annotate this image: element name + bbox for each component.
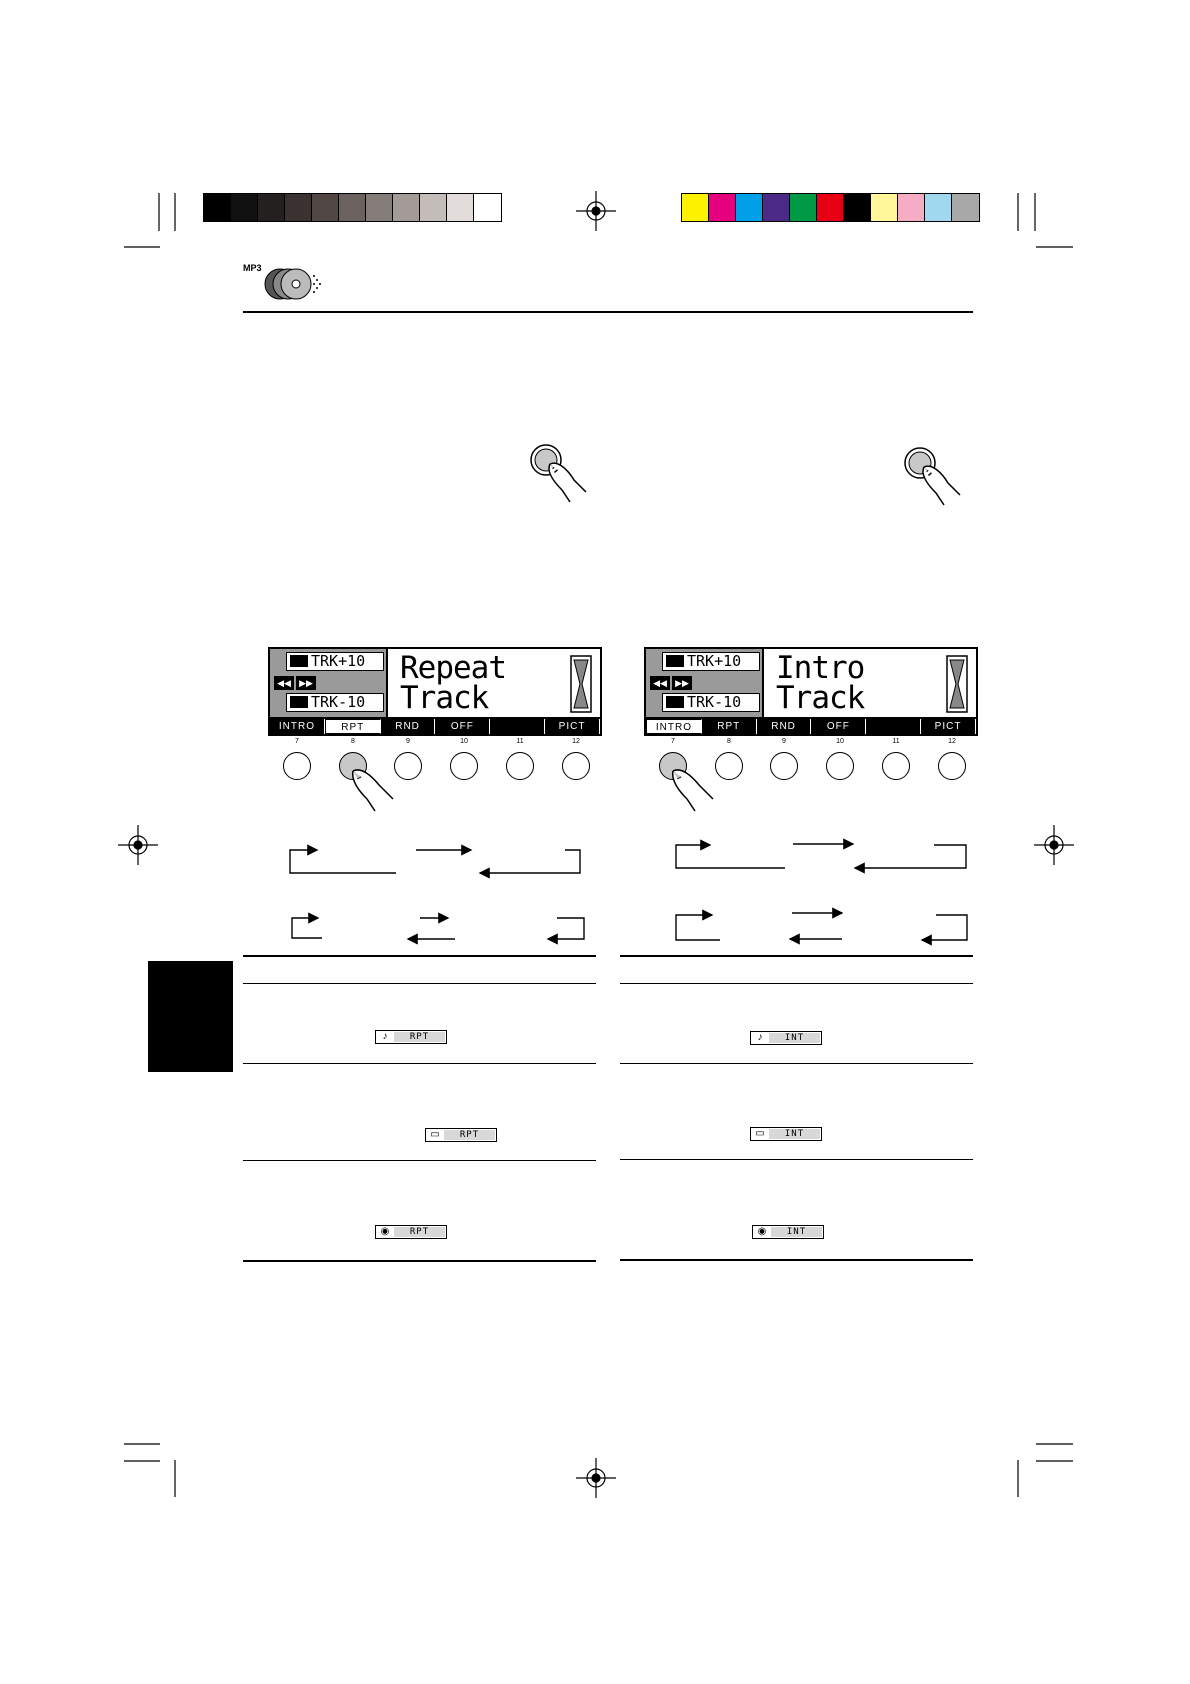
note-icon: ♪ bbox=[757, 1032, 763, 1043]
softkey-label: PICT bbox=[545, 719, 600, 734]
preset-number: 8 bbox=[727, 738, 731, 745]
repeat-folder-indicator: ▭ RPT bbox=[425, 1128, 497, 1142]
preset-number: 9 bbox=[782, 738, 786, 745]
softkey-label: OFF bbox=[811, 719, 866, 734]
table-rule bbox=[620, 955, 973, 957]
softkey-label: RND bbox=[381, 719, 436, 734]
fast-forward-icon: ▶▶ bbox=[672, 676, 692, 690]
softkey-label: OFF bbox=[435, 719, 490, 734]
table-rule bbox=[620, 1063, 973, 1064]
preset-number: 12 bbox=[948, 738, 956, 745]
table-rule bbox=[243, 983, 596, 984]
preset-number: 12 bbox=[572, 738, 580, 745]
table-rule bbox=[620, 1159, 973, 1160]
repeat-track-indicator: ♪ RPT bbox=[375, 1030, 447, 1044]
trk-down-label: TRK-10 bbox=[662, 693, 760, 712]
intro-disc-indicator: ◉ INT bbox=[752, 1225, 824, 1239]
softkey-label: INTRO bbox=[270, 719, 325, 734]
preset-number: 9 bbox=[406, 738, 410, 745]
preset-number: 7 bbox=[671, 738, 675, 745]
note-icon: ♪ bbox=[382, 1031, 388, 1042]
folder-icon: ▭ bbox=[755, 1128, 765, 1139]
mp3-label: MP3 bbox=[243, 263, 262, 273]
mode-line-2: Track bbox=[400, 680, 489, 716]
finger-icon bbox=[671, 765, 721, 815]
trk-up-label: TRK+10 bbox=[286, 652, 384, 671]
finger-icon bbox=[351, 765, 401, 815]
table-rule bbox=[243, 955, 596, 957]
preset-button[interactable] bbox=[562, 752, 590, 780]
repeat-disc-indicator: ◉ RPT bbox=[375, 1225, 447, 1239]
preset-button[interactable] bbox=[283, 752, 311, 780]
intro-track-indicator: ♪ INT bbox=[750, 1031, 822, 1045]
preset-number: 10 bbox=[460, 738, 468, 745]
table-rule bbox=[243, 1260, 596, 1262]
rewind-icon: ◀◀ bbox=[650, 676, 670, 690]
mode-line-1: Repeat bbox=[400, 650, 506, 686]
mode-line-2: Track bbox=[776, 680, 865, 716]
softkey-label: INTRO bbox=[646, 719, 702, 734]
preset-number: 10 bbox=[836, 738, 844, 745]
table-rule bbox=[620, 1259, 973, 1261]
preset-button[interactable] bbox=[770, 752, 798, 780]
softkey-label: PICT bbox=[921, 719, 976, 734]
preset-number: 8 bbox=[351, 738, 355, 745]
softkey-label: RPT bbox=[325, 719, 381, 734]
preset-button[interactable] bbox=[938, 752, 966, 780]
intro-folder-indicator: ▭ INT bbox=[750, 1127, 822, 1141]
preset-button[interactable] bbox=[450, 752, 478, 780]
language-tab bbox=[148, 961, 233, 1072]
softkey-label: RND bbox=[757, 719, 812, 734]
fast-forward-icon: ▶▶ bbox=[296, 676, 316, 690]
preset-button[interactable] bbox=[826, 752, 854, 780]
folder-icon: ▭ bbox=[430, 1129, 440, 1140]
disc-icon: ◉ bbox=[757, 1226, 767, 1237]
mode-line-1: Intro bbox=[776, 650, 865, 686]
trk-up-label: TRK+10 bbox=[662, 652, 760, 671]
table-rule bbox=[243, 1063, 596, 1064]
preset-number: 11 bbox=[516, 738, 524, 745]
preset-number: 11 bbox=[892, 738, 900, 745]
trk-down-label: TRK-10 bbox=[286, 693, 384, 712]
preset-button[interactable] bbox=[882, 752, 910, 780]
table-rule bbox=[620, 983, 973, 984]
preset-button[interactable] bbox=[506, 752, 534, 780]
preset-number: 7 bbox=[295, 738, 299, 745]
disc-icon: ◉ bbox=[380, 1226, 390, 1237]
softkey-label: RPT bbox=[702, 719, 757, 734]
table-rule bbox=[243, 1160, 596, 1161]
rewind-icon: ◀◀ bbox=[274, 676, 294, 690]
